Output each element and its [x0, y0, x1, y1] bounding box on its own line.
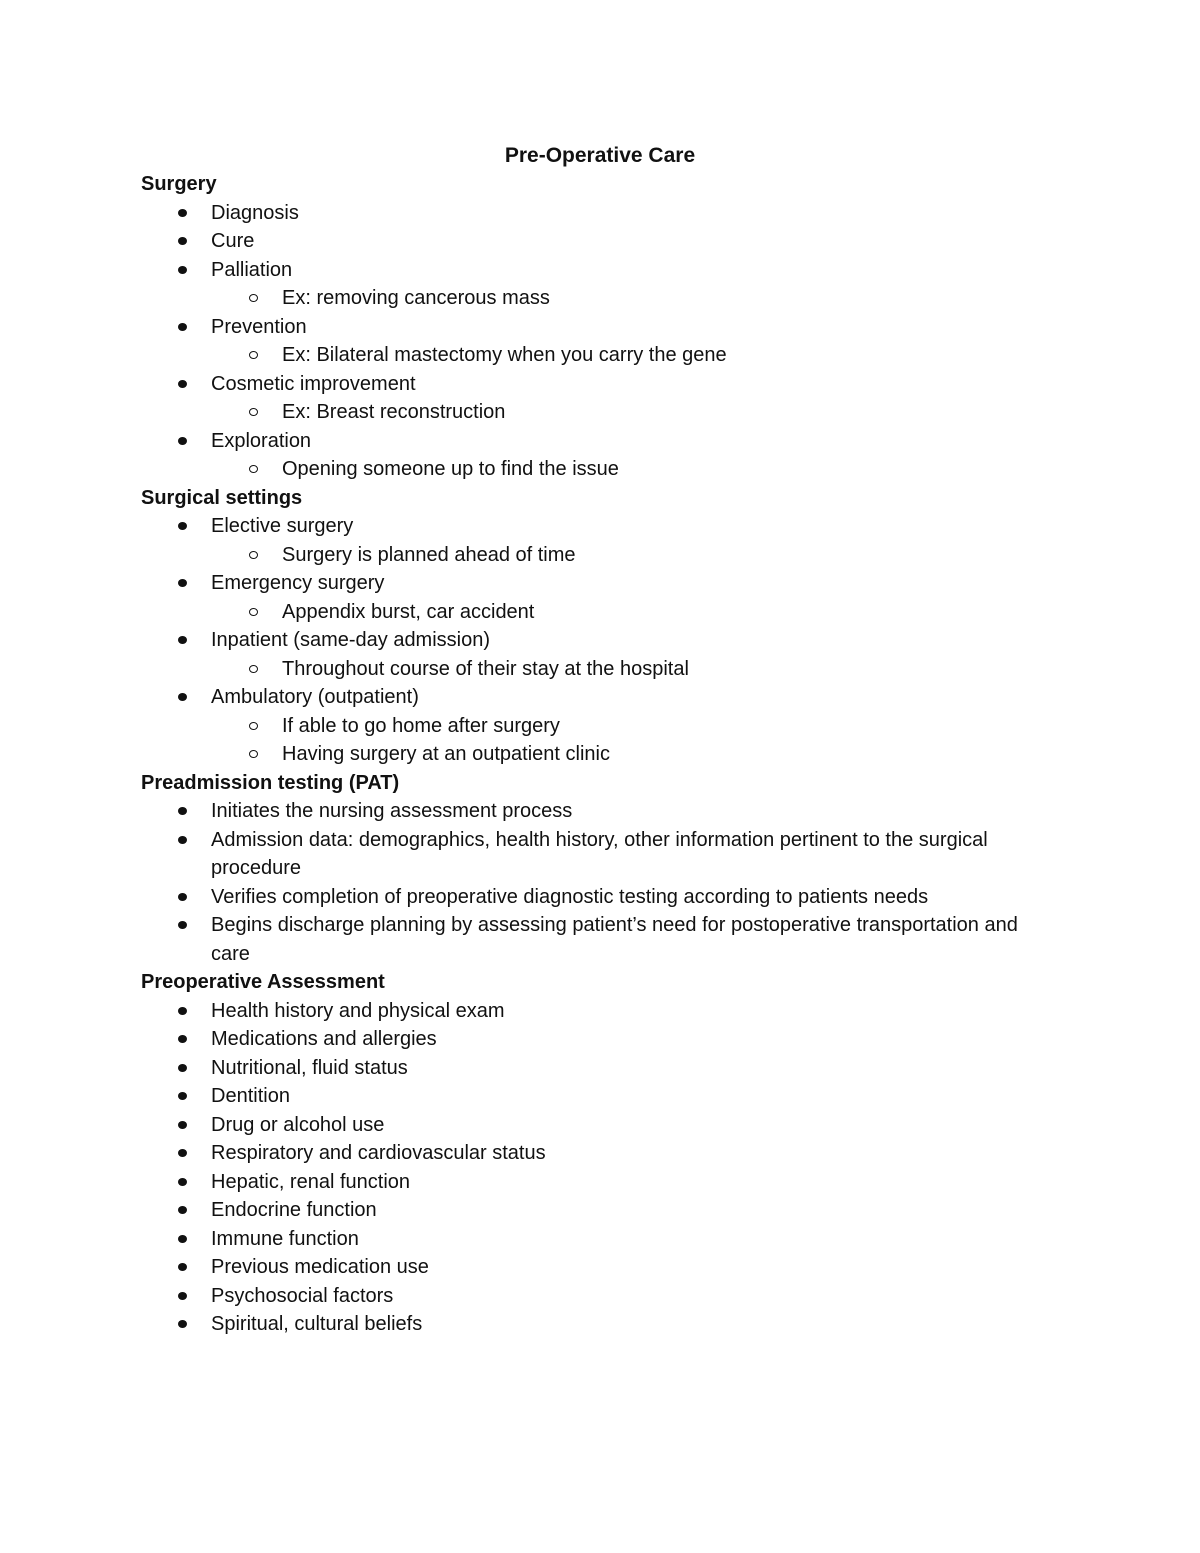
- list-item: [141, 826, 1061, 883]
- list-item-text: Exploration: [211, 429, 312, 452]
- list-item: [141, 256, 1061, 313]
- sub-list-item-text: Ex: Bilateral mastectomy when you carry the gene: [282, 344, 727, 366]
- filled-bullet-icon: [178, 1121, 187, 1129]
- list-item-text: Begins discharge planning by assessing patient’s need for postoperative transportation and care: [211, 914, 1018, 965]
- list-item-text: Verifies completion of preoperative diagnostic testing according to patients needs: [211, 885, 929, 908]
- list-item-text: Dentition: [211, 1085, 290, 1107]
- hollow-bullet-icon: [249, 465, 258, 473]
- page-title: Pre-Operative Care: [504, 144, 696, 167]
- list-item: [141, 1253, 1061, 1282]
- list-item: [141, 911, 1061, 968]
- list-item: [141, 227, 1061, 256]
- list-item: [141, 569, 1061, 626]
- list-item: [141, 683, 1061, 769]
- bullet-list: [141, 797, 1061, 968]
- list-item-text: Health history and physical exam: [211, 999, 505, 1022]
- section-heading: Surgical settings: [141, 486, 303, 509]
- list-item-text: Psychosocial factors: [211, 1284, 394, 1307]
- filled-bullet-icon: [178, 522, 187, 530]
- bullet-list: [141, 997, 1061, 1339]
- sub-list-item: [141, 341, 1061, 370]
- list-item: [141, 1196, 1061, 1225]
- sub-list-item-text: Ex: removing cancerous mass: [282, 287, 550, 309]
- sub-list-item-text: Appendix burst, car accident: [282, 600, 535, 623]
- list-item: [141, 1168, 1061, 1197]
- list-item-text: Cure: [211, 230, 255, 252]
- sub-list-item-text: Having surgery at an outpatient clinic: [282, 743, 610, 765]
- list-item: [141, 883, 1061, 912]
- list-item: [141, 797, 1061, 826]
- sub-list-item-text: Surgery is planned ahead of time: [282, 543, 576, 566]
- filled-bullet-icon: [178, 1263, 187, 1271]
- list-item: [141, 512, 1061, 569]
- list-item: [141, 997, 1061, 1026]
- bullet-list: [141, 512, 1061, 769]
- section-heading: Preoperative Assessment: [141, 971, 385, 993]
- filled-bullet-icon: [178, 893, 187, 901]
- filled-bullet-icon: [178, 266, 187, 274]
- list-item-text: Emergency surgery: [211, 572, 385, 594]
- filled-bullet-icon: [178, 323, 187, 331]
- filled-bullet-icon: [178, 1149, 187, 1157]
- sub-bullet-list: [211, 598, 1061, 627]
- sub-list-item: [141, 284, 1061, 313]
- list-item-text: Palliation: [211, 258, 293, 281]
- list-item-text: Medications and allergies: [211, 1028, 437, 1050]
- sub-list-item: [141, 541, 1061, 570]
- list-item: [141, 1111, 1061, 1140]
- filled-bullet-icon: [178, 237, 187, 245]
- filled-bullet-icon: [178, 1092, 187, 1100]
- list-item: [141, 1054, 1061, 1083]
- list-item: [141, 1225, 1061, 1254]
- sub-bullet-list: [211, 541, 1061, 570]
- hollow-bullet-icon: [249, 551, 258, 559]
- filled-bullet-icon: [178, 807, 187, 815]
- list-item-text: Nutritional, fluid status: [211, 1056, 408, 1079]
- list-item-text: Drug or alcohol use: [211, 1113, 385, 1136]
- filled-bullet-icon: [178, 1007, 187, 1015]
- filled-bullet-icon: [178, 1206, 187, 1214]
- filled-bullet-icon: [178, 209, 187, 217]
- sub-list-item-text: Throughout course of their stay at the hospital: [282, 657, 689, 680]
- filled-bullet-icon: [178, 579, 187, 587]
- list-item: [141, 427, 1061, 484]
- sub-list-item-text: Ex: Breast reconstruction: [282, 401, 506, 423]
- hollow-bullet-icon: [249, 608, 258, 616]
- section-heading: Surgery: [141, 173, 217, 195]
- filled-bullet-icon: [178, 836, 187, 844]
- list-item-text: Respiratory and cardiovascular status: [211, 1142, 546, 1164]
- hollow-bullet-icon: [249, 294, 258, 302]
- bullet-list: [141, 199, 1061, 484]
- hollow-bullet-icon: [249, 408, 258, 416]
- list-item: [141, 1282, 1061, 1311]
- list-item: [141, 199, 1061, 228]
- list-item: [141, 370, 1061, 427]
- filled-bullet-icon: [178, 1178, 187, 1186]
- list-item-text: Spiritual, cultural beliefs: [211, 1313, 423, 1335]
- hollow-bullet-icon: [249, 750, 258, 758]
- list-item: [141, 626, 1061, 683]
- list-item-text: Endocrine function: [211, 1199, 377, 1221]
- sub-list-item-text: If able to go home after surgery: [282, 714, 560, 737]
- filled-bullet-icon: [178, 437, 187, 445]
- list-item-text: Previous medication use: [211, 1256, 429, 1278]
- list-item: [141, 1139, 1061, 1168]
- list-item-text: Initiates the nursing assessment process: [211, 800, 573, 822]
- list-item-text: Admission data: demographics, health history, other information pertinent to the surgical procedure: [211, 828, 988, 879]
- sub-list-item: [141, 712, 1061, 741]
- list-item-text: Immune function: [211, 1227, 359, 1250]
- document-body: [141, 170, 1061, 1339]
- sub-bullet-list: [211, 284, 1061, 313]
- list-item-text: Diagnosis: [211, 201, 299, 224]
- list-item: [141, 1082, 1061, 1111]
- list-item: [141, 1310, 1061, 1339]
- sub-bullet-list: [211, 398, 1061, 427]
- list-item: [141, 313, 1061, 370]
- filled-bullet-icon: [178, 1292, 187, 1300]
- filled-bullet-icon: [178, 921, 187, 929]
- hollow-bullet-icon: [249, 351, 258, 359]
- sub-bullet-list: [211, 712, 1061, 769]
- filled-bullet-icon: [178, 636, 187, 644]
- sub-list-item: [141, 598, 1061, 627]
- list-item: [141, 1025, 1061, 1054]
- filled-bullet-icon: [178, 693, 187, 701]
- list-item-text: Cosmetic improvement: [211, 372, 416, 395]
- filled-bullet-icon: [178, 1320, 187, 1328]
- list-item-text: Prevention: [211, 315, 307, 338]
- sub-list-item-text: Opening someone up to find the issue: [282, 458, 619, 480]
- sub-list-item: [141, 398, 1061, 427]
- sub-bullet-list: [211, 455, 1061, 484]
- filled-bullet-icon: [178, 1235, 187, 1243]
- sub-list-item: [141, 455, 1061, 484]
- list-item-text: Ambulatory (outpatient): [211, 686, 419, 708]
- filled-bullet-icon: [178, 380, 187, 388]
- list-item-text: Hepatic, renal function: [211, 1170, 411, 1193]
- sub-list-item: [141, 740, 1061, 769]
- filled-bullet-icon: [178, 1064, 187, 1072]
- list-item-text: Elective surgery: [211, 515, 354, 537]
- sub-list-item: [141, 655, 1061, 684]
- hollow-bullet-icon: [249, 722, 258, 730]
- hollow-bullet-icon: [249, 665, 258, 673]
- sub-bullet-list: [211, 655, 1061, 684]
- section-heading: Preadmission testing (PAT): [141, 771, 400, 794]
- list-item-text: Inpatient (same-day admission): [211, 629, 491, 651]
- sub-bullet-list: [211, 341, 1061, 370]
- filled-bullet-icon: [178, 1035, 187, 1043]
